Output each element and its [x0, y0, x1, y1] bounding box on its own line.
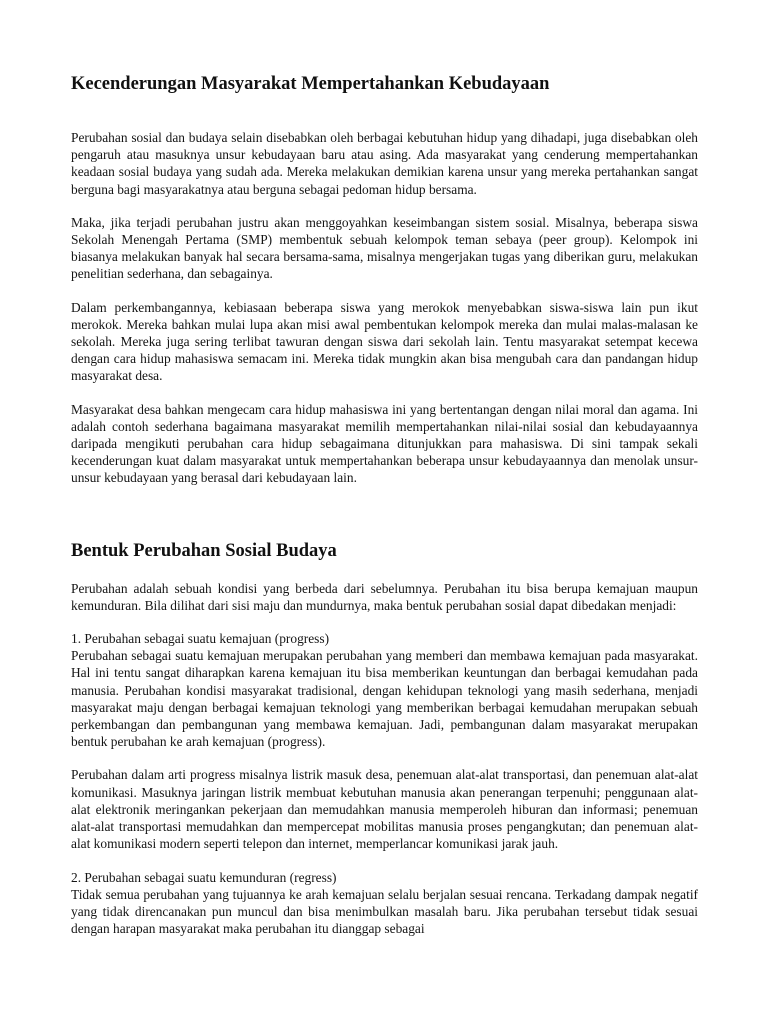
document-content: [71, 72, 698, 937]
paragraph: Perubahan dalam arti progress misalnya listrik masuk desa, penemuan alat-alat transportasi, dan penemuan alat-alat komunikasi. Masuknya jaringan listrik membuat kebutuhan manusia akan penerangan terpenuhi; penggunaan alat-alat elektronik meringankan pekerjaan dan memudahkan manusia memperoleh hiburan dan informasi; penemuan alat-alat transportasi memudahkan dan mempercepat mobilitas manusia proses pengangkutan; dan penemuan alat-alat komunikasi modern seperti telepon dan internet, memperlancar komunikasi jarak jauh.: [71, 767, 698, 852]
paragraph: Dalam perkembangannya, kebiasaan beberapa siswa yang merokok menyebabkan siswa-siswa lain pun ikut merokok. Mereka bahkan mulai lupa akan misi awal pembentukan kelompok mereka dan mulai malas-malasan ke sekolah. Mereka juga sering terlibat tawuran dengan siswa dari sekolah lain. Tentu masyarakat setempat kecewa dengan cara hidup mahasiswa semacam ini. Mereka tidak mungkin akan bisa mengubah cara dan pandangan hidup masyarakat desa.: [71, 299, 698, 384]
paragraph: Masyarakat desa bahkan mengecam cara hidup mahasiswa ini yang bertentangan dengan nilai moral dan agama. Ini adalah contoh sederhana bagaimana masyarakat memilih mempertahankan nilai-nilai sosial dan kebudayaannya daripada mengikuti perubahan cara hidup sebagaimana ditunjukkan para mahasiswa. Di sini tampak sekali kecenderungan kuat dalam masyarakat untuk mempertahankan beberapa unsur kebudayaannya dan menolak unsur-unsur kebudayaan yang berasal dari kebudayaan lain.: [71, 401, 698, 486]
paragraph: Perubahan sebagai suatu kemajuan merupakan perubahan yang memberi dan membawa kemajuan pada masyarakat. Hal ini tentu sangat diharapkan karena kemajuan itu bisa memberikan keuntungan dan berbagai kemudahan pada manusia. Perubahan kondisi masyarakat tradisional, dengan kehidupan teknologi yang masih sederhana, menjadi masyarakat maju dengan berbagai kemajuan teknologi yang memberikan berbagai kemudahan merupakan sebuah perkembangan dan pembangunan yang membawa kemajuan. Jadi, pembangunan dalam masyarakat merupakan bentuk perubahan ke arah kemajuan (progress).: [71, 648, 698, 750]
paragraph: Perubahan sosial dan budaya selain disebabkan oleh berbagai kebutuhan hidup yang dihadapi, juga disebabkan oleh pengaruh atau masuknya unsur kebudayaan baru atau asing. Ada masyarakat yang cenderung mempertahankan keadaan sosial budaya yang sudah ada. Mereka melakukan demikian karena unsur yang mereka pertahankan sangat berguna bagi masyarakatnya atau berguna sebagai pedoman hidup bersama.: [71, 130, 698, 197]
section-title-bentuk-perubahan: Bentuk Perubahan Sosial Budaya: [71, 540, 337, 561]
list-item-heading: 2. Perubahan sebagai suatu kemunduran (regress): [71, 869, 337, 885]
section-title-kecenderungan: Kecenderungan Masyarakat Mempertahankan Kebudayaan: [71, 74, 550, 94]
list-item-heading: 1. Perubahan sebagai suatu kemajuan (progress): [71, 631, 330, 647]
paragraph: Tidak semua perubahan yang tujuannya ke arah kemajuan selalu berjalan sesuai rencana. Terkadang dampak negatif yang tidak direncanakan pun muncul dan bisa menimbulkan masalah baru. Jika perubahan tersebut tidak sesuai dengan harapan masyarakat maka perubahan itu dianggap sebagai: [71, 886, 698, 937]
paragraph-intro: Perubahan adalah sebuah kondisi yang berbeda dari sebelumnya. Perubahan itu bisa berupa kemajuan maupun kemunduran. Bila dilihat dari sisi maju dan mundurnya, maka bentuk perubahan sosial dapat dibedakan menjadi:: [71, 580, 698, 613]
paragraph: Maka, jika terjadi perubahan justru akan menggoyahkan keseimbangan sistem sosial. Misalnya, beberapa siswa Sekolah Menengah Pertama (SMP) membentuk sebuah kelompok teman sebaya (peer group). Kelompok ini biasanya melakukan banyak hal secara bersama-sama, misalnya mengerjakan tugas yang diberikan guru, melakukan penelitian sederhana, dan sebagainya.: [71, 214, 698, 282]
